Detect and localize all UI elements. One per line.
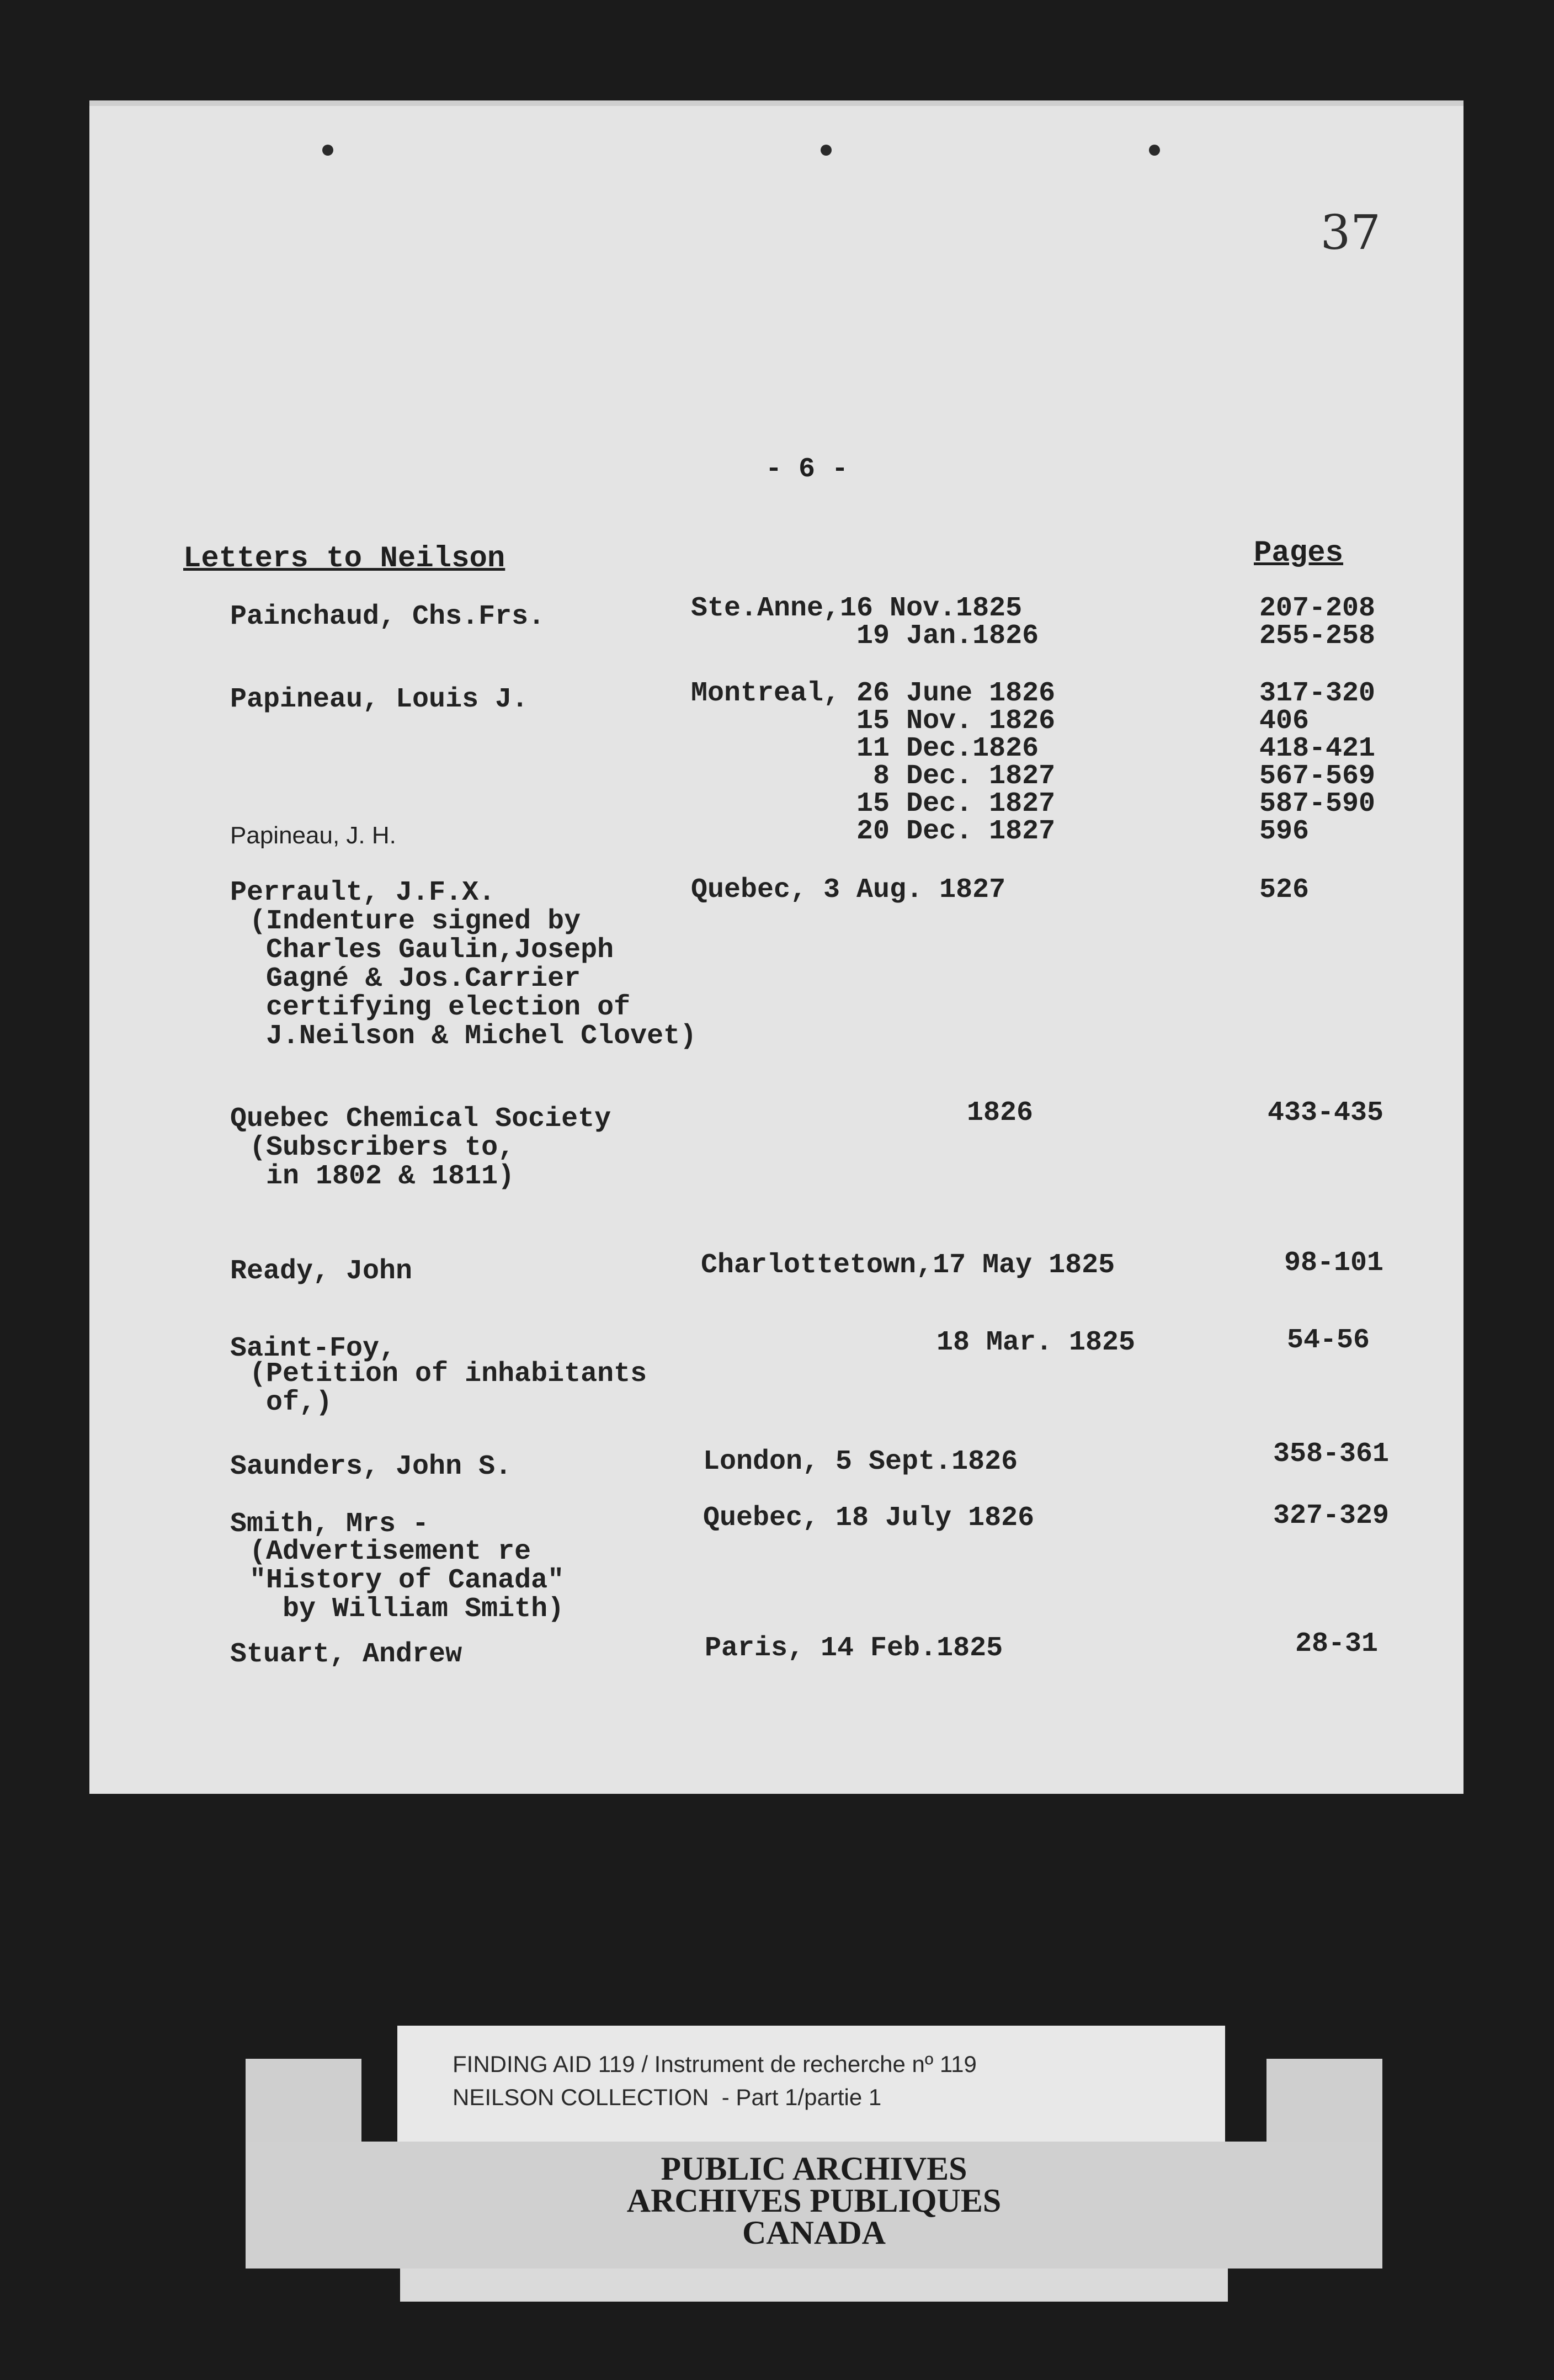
entry-pages: 317-320 bbox=[1259, 678, 1376, 709]
entry-date: Paris, 14 Feb.1825 bbox=[705, 1633, 1003, 1664]
entry-pages: 327-329 bbox=[1273, 1500, 1390, 1532]
entry-name: Painchaud, Chs.Frs. bbox=[230, 601, 545, 633]
entry-date: London, 5 Sept.1826 bbox=[703, 1446, 1018, 1478]
punch-hole bbox=[821, 145, 832, 156]
pages-heading: Pages bbox=[1254, 536, 1344, 570]
entry-name: Smith, Mrs - bbox=[230, 1508, 429, 1540]
entry-name: Ready, John bbox=[230, 1256, 413, 1287]
entry-pages: 28-31 bbox=[1295, 1628, 1379, 1660]
archives-line-1: PUBLIC ARCHIVES bbox=[661, 2150, 967, 2187]
entry-pages: 567-569 bbox=[1259, 761, 1376, 792]
entry-note: (Indenture signed by Charles Gaulin,Joseph Gagné & Jos.Carrier certifying election of J.Neilson & Michel Clovet) bbox=[249, 906, 697, 1052]
entry-note: (Advertisement re "History of Canada" by William Smith) bbox=[249, 1536, 565, 1625]
entry-pages: 596 bbox=[1259, 816, 1310, 847]
entry-date: 1826 bbox=[967, 1097, 1034, 1129]
section-number: - 6 - bbox=[765, 454, 849, 485]
archives-line-2: ARCHIVES PUBLIQUES bbox=[626, 2182, 1002, 2219]
entry-pages: 54-56 bbox=[1287, 1325, 1370, 1356]
public-archives-stamp bbox=[246, 2142, 1382, 2269]
entry-pages: 433-435 bbox=[1268, 1097, 1384, 1129]
entry-pages: 255-258 bbox=[1259, 620, 1376, 652]
entry-pages: 587-590 bbox=[1259, 788, 1376, 820]
punch-hole bbox=[1149, 145, 1160, 156]
entry-date: Charlottetown,17 May 1825 bbox=[701, 1250, 1115, 1281]
entry-name: Quebec Chemical Society bbox=[230, 1103, 611, 1135]
entry-name: Saunders, John S. bbox=[230, 1451, 512, 1483]
collection-line: NEILSON COLLECTION - Part 1/partie 1 bbox=[453, 2084, 882, 2110]
letters-heading: Letters to Neilson bbox=[183, 542, 505, 576]
entry-note: (Petition of inhabitants of,) bbox=[249, 1358, 647, 1419]
page-number: 37 bbox=[1320, 205, 1381, 261]
finding-aid-label bbox=[397, 2026, 1225, 2142]
stamp-tab bbox=[1266, 2059, 1382, 2142]
entry-pages: 207-208 bbox=[1259, 593, 1376, 624]
entry-name: Papineau, Louis J. bbox=[230, 684, 529, 715]
entry-pages: 526 bbox=[1259, 874, 1310, 906]
entry-date: 15 Nov. 1826 bbox=[691, 705, 1056, 737]
entry-pages: 418-421 bbox=[1259, 733, 1376, 764]
entry-date: 8 Dec. 1827 bbox=[691, 761, 1056, 792]
entry-date: 18 Mar. 1825 bbox=[936, 1327, 1136, 1358]
entry-name: Perrault, J.F.X. bbox=[230, 877, 496, 909]
entry-date: 15 Dec. 1827 bbox=[691, 788, 1056, 820]
entry-date: 11 Dec.1826 bbox=[691, 733, 1039, 764]
punch-hole bbox=[322, 145, 333, 156]
stamp-tab bbox=[246, 2059, 361, 2142]
entry-date: Ste.Anne,16 Nov.1825 bbox=[691, 593, 1023, 624]
entry-date: 20 Dec. 1827 bbox=[691, 816, 1056, 847]
document-page bbox=[89, 100, 1463, 1794]
entry-name: Papineau, J. H. bbox=[230, 822, 396, 849]
entry-note: (Subscribers to, in 1802 & 1811) bbox=[249, 1132, 515, 1192]
archives-line-3: CANADA bbox=[742, 2214, 886, 2251]
entry-date: Montreal, 26 June 1826 bbox=[691, 678, 1056, 709]
entry-pages: 358-361 bbox=[1273, 1438, 1390, 1470]
entry-pages: 406 bbox=[1259, 705, 1310, 737]
entry-date: Quebec, 3 Aug. 1827 bbox=[691, 874, 1006, 906]
entry-date: Quebec, 18 July 1826 bbox=[703, 1502, 1035, 1534]
entry-pages: 98-101 bbox=[1284, 1247, 1384, 1279]
entry-date: 19 Jan.1826 bbox=[691, 620, 1039, 652]
label-strip bbox=[400, 2269, 1228, 2302]
finding-aid-line: FINDING AID 119 / Instrument de recherche nº 119 bbox=[453, 2051, 977, 2077]
entry-name: Stuart, Andrew bbox=[230, 1639, 462, 1670]
entry-name: Saint-Foy, bbox=[230, 1333, 396, 1364]
